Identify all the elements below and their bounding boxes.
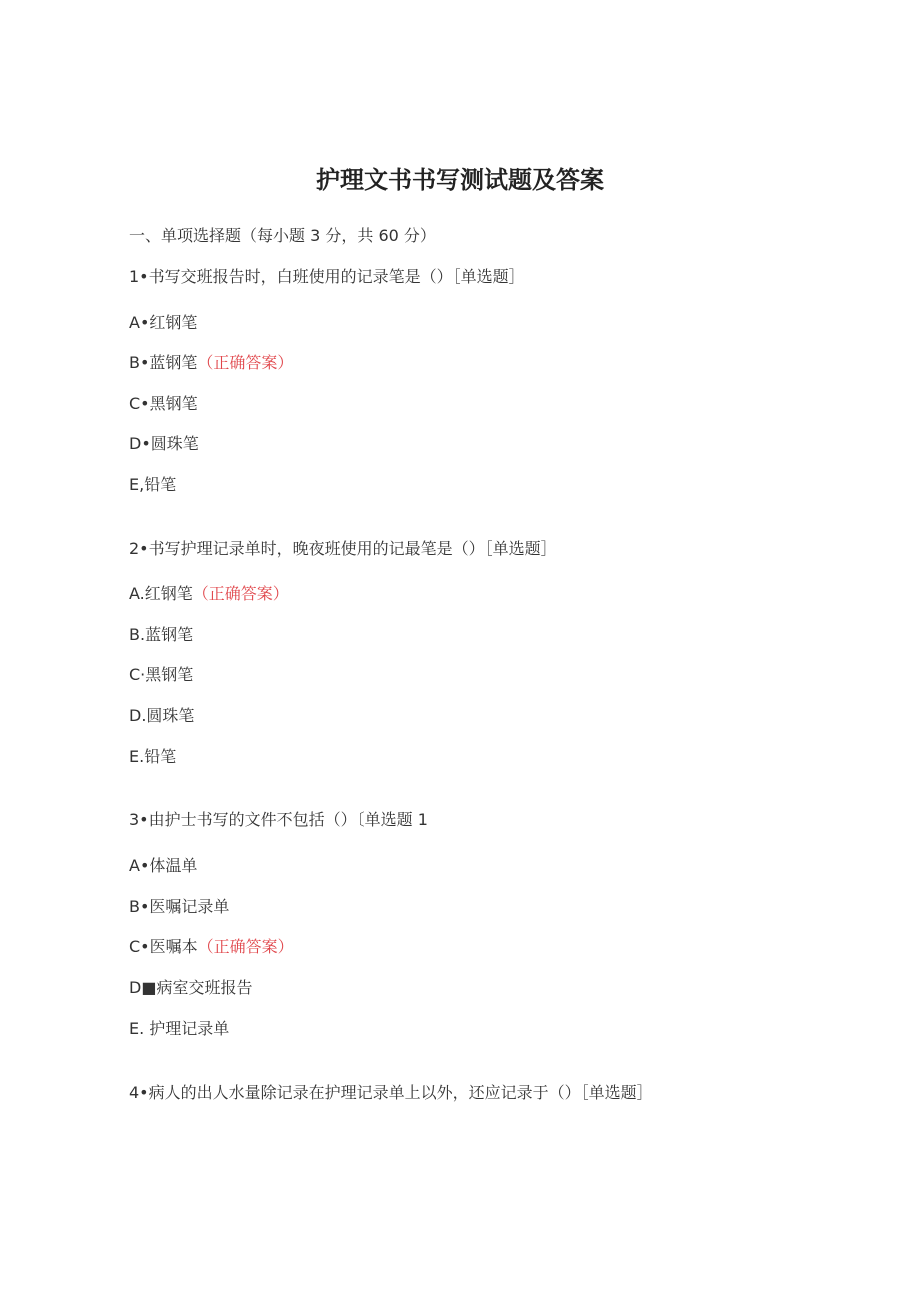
- question-2-stem: 2•书写护理记录单时，晚夜班使用的记最笔是（）［单选题］: [129, 539, 557, 558]
- question-2-option-b: [129, 622, 193, 645]
- question-2-option-e: [129, 744, 176, 767]
- question-1-option-d: [129, 431, 199, 454]
- question-1-option-c: [129, 391, 198, 414]
- document-title: 护理文书书写测试题及答案: [316, 166, 604, 194]
- option-text: C·黑钢笔: [129, 665, 194, 684]
- option-text: D•圆珠笔: [129, 434, 199, 453]
- section-heading: 一、单项选择题（每小题 3 分，共 60 分）: [129, 226, 436, 245]
- option-text: A•体温单: [129, 856, 198, 875]
- option-text: B•蓝钢笔: [129, 353, 198, 372]
- question-2-option-d: [129, 703, 194, 726]
- question-3-option-b: [129, 894, 229, 917]
- option-text: E. 护理记录单: [129, 1019, 230, 1038]
- question-3-option-a: [129, 853, 197, 876]
- question-1-option-a: [129, 310, 197, 333]
- option-text: E.铅笔: [129, 747, 177, 766]
- option-text: A•红钢笔: [129, 313, 198, 332]
- option-text: C•医嘱本: [129, 937, 198, 956]
- question-3-option-c: [129, 934, 294, 957]
- question-3-option-d: [129, 975, 252, 998]
- option-text: B.蓝钢笔: [129, 625, 194, 644]
- question-4-stem: 4•病人的出人水量除记录在护理记录单上以外，还应记录于（）［单选题］: [129, 1083, 653, 1102]
- correct-answer-marker: （正确答案）: [197, 353, 294, 372]
- question-1-option-e: [129, 472, 176, 495]
- correct-answer-marker: （正确答案）: [197, 937, 294, 956]
- question-3-stem: 3•由护士书写的文件不包括（）〔单选题 1: [129, 810, 428, 829]
- question-2-option-c: [129, 662, 193, 685]
- question-2-option-a: [129, 581, 289, 604]
- option-text: D.圆珠笔: [129, 706, 195, 725]
- correct-answer-marker: （正确答案）: [192, 584, 289, 603]
- option-text: C•黑钢笔: [129, 394, 198, 413]
- option-text: B•医嘱记录单: [129, 897, 230, 916]
- option-text: D■病室交班报告: [129, 978, 253, 997]
- option-text: A.红钢笔: [129, 584, 193, 603]
- question-3-option-e: [129, 1016, 229, 1039]
- option-text: E,铅笔: [129, 475, 177, 494]
- question-1-stem: 1•书写交班报告时，白班使用的记录笔是（）［单选题］: [129, 267, 525, 286]
- question-1-option-b: [129, 350, 293, 373]
